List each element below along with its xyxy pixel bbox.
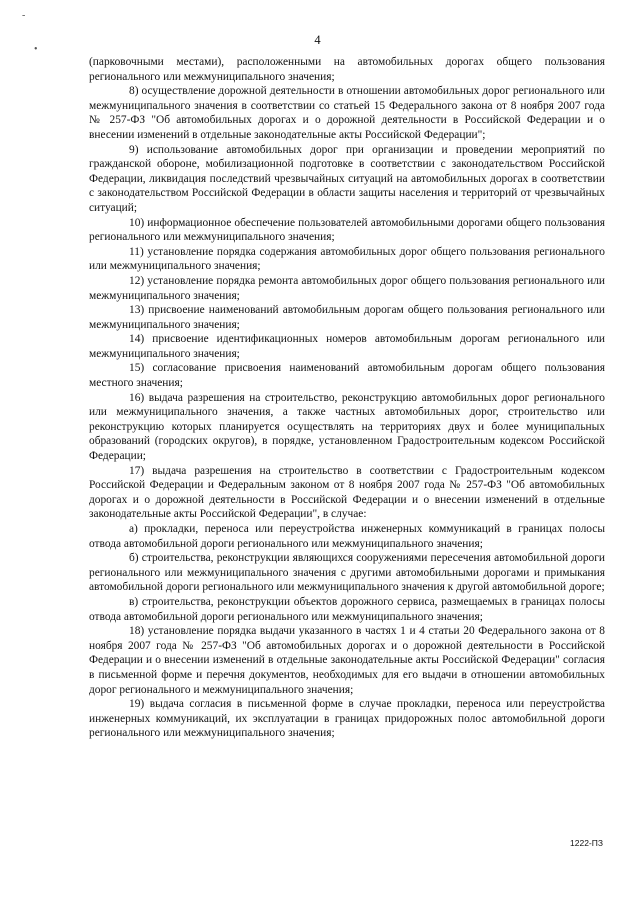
paragraph: 10) информационное обеспечение пользователей автомобильными дорогами общего пользования регионального или межмуниципального значения;: [89, 216, 605, 244]
paragraph: 11) установление порядка содержания автомобильных дорог общего пользования регионального или межмуниципального значения;: [89, 245, 605, 273]
paragraph: в) строительства, реконструкции объектов дорожного сервиса, размещаемых в границах полосы отвода автомобильной дороги регионального или межмуниципального значения;: [89, 595, 605, 623]
document-code: 1222-ПЗ: [570, 838, 603, 848]
document-body: [89, 55, 605, 741]
paragraph: 18) установление порядка выдачи указанного в частях 1 и 4 статьи 20 Федерального закона от 8 ноября 2007 года № 257-ФЗ "Об автомобильных дорогах и о дорожной деятельности в Российской Федерации и о внесении изменений в отдельные законодательные акты Российской Федерации" согласия в письменной форме и перечня документов, необходимых для его выдачи в отношении автомобильных дорог регионального и межмуниципального значения;: [89, 625, 605, 696]
paragraph: 12) установление порядка ремонта автомобильных дорог общего пользования регионального или межмуниципального значения;: [89, 274, 605, 302]
paragraph: 9) использование автомобильных дорог при организации и проведении мероприятий по гражданской обороне, мобилизационной подготовке в соответствии с законодательством Российской Федерации, ликвидация последствий чрезвычайных ситуаций на автомобильных дорогах в соответствии с законодательством Российской Федерации в области защиты населения и территорий от чрезвычайных ситуаций;: [89, 143, 605, 214]
margin-mark: •: [34, 44, 38, 55]
margin-mark: -: [22, 10, 26, 21]
paragraph: 16) выдача разрешения на строительство, реконструкцию автомобильных дорог регионального или межмуниципального значения, а также частных автомобильных дорог, строительство или реконструкцию которых планируется осуществлять на территориях двух и более муниципальных образований (городских округов), в порядке, установленном Градостроительным кодексом Российской Федерации;: [89, 391, 605, 463]
paragraph: 14) присвоение идентификационных номеров автомобильным дорогам регионального или межмуниципального значения;: [89, 333, 605, 360]
paragraph: 19) выдача согласия в письменной форме в случае прокладки, переноса или переустройства инженерных коммуникаций, их эксплуатации в границах придорожных полос автомобильной дороги регионального или межмуниципального значения;: [89, 698, 605, 740]
paragraph: 13) присвоение наименований автомобильным дорогам общего пользования регионального или межмуниципального значения;: [89, 304, 605, 331]
paragraph: б) строительства, реконструкции являющихся сооружениями пересечения автомобильной дороги регионального или межмуниципального значения с другими автомобильными дорогами и примыкания автомобильной дороги регионального или межмуниципального значения к другой автомобильной дороге;: [89, 552, 605, 594]
paragraph: а) прокладки, переноса или переустройства инженерных коммуникаций в границах полосы отвода автомобильной дороги регионального или межмуниципального значения;: [89, 523, 605, 550]
page-number: 4: [314, 33, 321, 47]
paragraph: 17) выдача разрешения на строительство в соответствии с Градостроительным кодексом Российской Федерации и Федеральным законом от 8 ноября 2007 года № 257-ФЗ "Об автомобильных дорогах и о дорожной деятельности в Российской Федерации и о внесении изменений в отдельные законодательные акты Российской Федерации", в случае:: [89, 464, 605, 521]
paragraph: (парковочными местами), расположенными на автомобильных дорогах общего пользования регионального или межмуниципального значения;: [89, 56, 605, 83]
paragraph: 15) согласование присвоения наименований автомобильным дорогам общего пользования местного значения;: [89, 362, 605, 390]
paragraph: 8) осуществление дорожной деятельности в отношении автомобильных дорог регионального или межмуниципального значения в соответствии со статьей 15 Федерального закона от 8 ноября 2007 года № 257-ФЗ "Об автомобильных дорогах и о дорожной деятельности в Российской Федерации и о внесении изменений в отдельные законодательные акты Российской Федерации";: [89, 85, 605, 141]
